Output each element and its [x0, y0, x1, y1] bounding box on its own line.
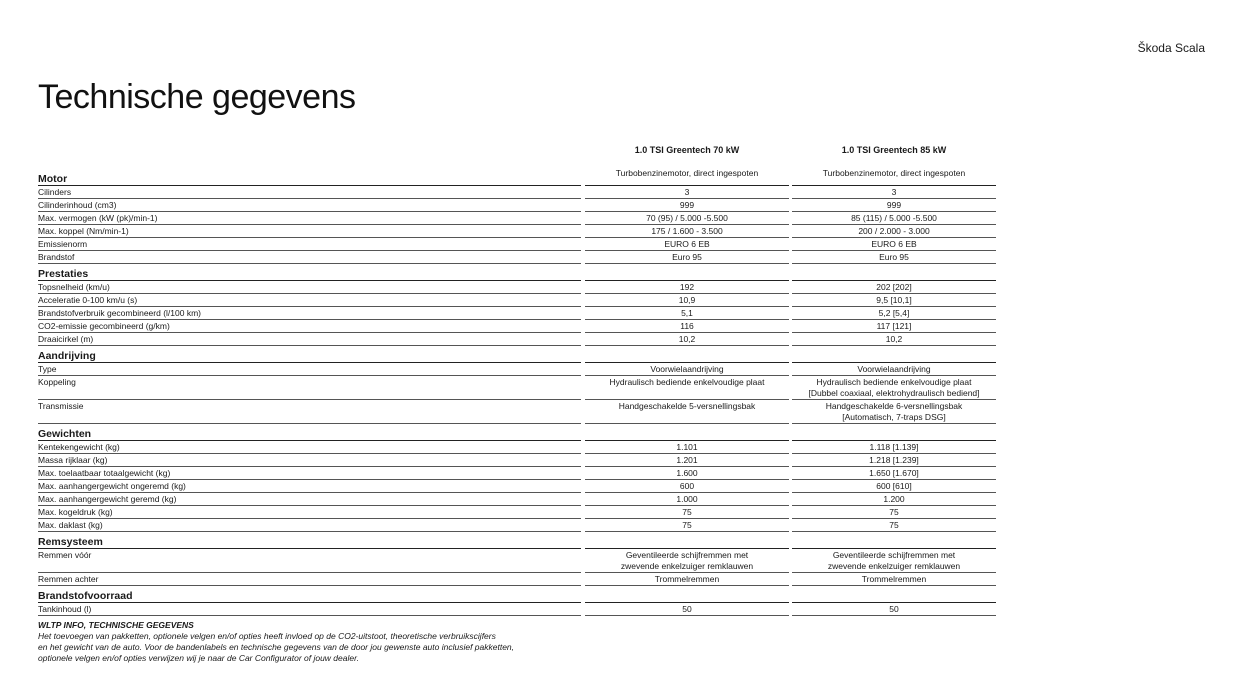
- spec-value: Trommelremmen: [792, 573, 996, 586]
- spec-label: Remmen achter: [38, 573, 581, 586]
- spec-row: [38, 294, 996, 307]
- spec-row: [38, 480, 996, 493]
- spec-label: Max. toelaatbaar totaalgewicht (kg): [38, 467, 581, 480]
- section-title: Prestaties: [38, 268, 581, 281]
- spec-label: CO2-emissie gecombineerd (g/km): [38, 320, 581, 333]
- spec-value: 5,2 [5,4]: [792, 307, 996, 320]
- spec-label: Emissienorm: [38, 238, 581, 251]
- spec-value: 50: [792, 603, 996, 616]
- spec-value: 75: [792, 506, 996, 519]
- spec-value: 600 [610]: [792, 480, 996, 493]
- spec-label: Max. aanhangergewicht geremd (kg): [38, 493, 581, 506]
- section-title: Motor: [38, 173, 581, 186]
- spec-value: 175 / 1.600 - 3.500: [585, 225, 789, 238]
- column-header-85kw: 1.0 TSI Greentech 85 kW: [841, 145, 947, 155]
- brand-label: Škoda Scala: [1137, 41, 1205, 55]
- spec-value: 1.650 [1.670]: [792, 467, 996, 480]
- spec-value: 1.600: [585, 467, 789, 480]
- section-title: Aandrijving: [38, 350, 581, 363]
- spec-row: [38, 225, 996, 238]
- spec-value: 3: [585, 186, 789, 199]
- section-header: [38, 427, 996, 441]
- spec-row: [38, 251, 996, 264]
- spec-row: [38, 454, 996, 467]
- footnote-line: en het gewicht van de auto. Voor de bandenlabels en technische gegevens van de door jou gewenste auto inclusief pakketten,: [38, 642, 515, 652]
- spec-value: 116: [585, 320, 789, 333]
- spec-label: Tankinhoud (l): [38, 603, 581, 616]
- spec-label: Max. koppel (Nm/min-1): [38, 225, 581, 238]
- spec-value: 10,2: [585, 333, 789, 346]
- spec-row: [38, 376, 996, 400]
- spec-value: EURO 6 EB: [585, 238, 789, 251]
- spec-value: 75: [585, 519, 789, 532]
- spec-value: 9,5 [10,1]: [792, 294, 996, 307]
- spec-row: [38, 493, 996, 506]
- section-header: [38, 349, 996, 363]
- spec-value: 1.118 [1.139]: [792, 441, 996, 454]
- spec-value: EURO 6 EB: [792, 238, 996, 251]
- spec-value: Handgeschakelde 5-versnellingsbak: [585, 400, 789, 424]
- spec-label: Topsnelheid (km/u): [38, 281, 581, 294]
- spec-label: Cilinderinhoud (cm3): [38, 199, 581, 212]
- spec-value: Voorwielaandrijving: [585, 363, 789, 376]
- spec-value: Geventileerde schijfremmen met zwevende enkelzuiger remklauwen: [585, 549, 789, 573]
- spec-row: [38, 320, 996, 333]
- spec-label: Draaicirkel (m): [38, 333, 581, 346]
- spec-row: [38, 238, 996, 251]
- spec-label: Remmen vóór: [38, 549, 581, 573]
- spec-value: 50: [585, 603, 789, 616]
- spec-value: 3: [792, 186, 996, 199]
- spec-row: [38, 467, 996, 480]
- spec-row: [38, 363, 996, 376]
- spec-value: Euro 95: [585, 251, 789, 264]
- spec-label: Koppeling: [38, 376, 581, 400]
- spec-label: Max. vermogen (kW (pk)/min-1): [38, 212, 581, 225]
- spec-label: Brandstofverbruik gecombineerd (l/100 km): [38, 307, 581, 320]
- footnote-line: optionele velgen en/of opties verwijzen wij je naar de Car Configurator of jouw dealer.: [38, 653, 359, 663]
- spec-label: Type: [38, 363, 581, 376]
- spec-label: Max. daklast (kg): [38, 519, 581, 532]
- spec-value: Trommelremmen: [585, 573, 789, 586]
- spec-value: 85 (115) / 5.000 -5.500: [792, 212, 996, 225]
- spec-value: Geventileerde schijfremmen met zwevende enkelzuiger remklauwen: [792, 549, 996, 573]
- spec-label: Cilinders: [38, 186, 581, 199]
- spec-row: [38, 441, 996, 454]
- spec-value: 202 [202]: [792, 281, 996, 294]
- spec-row: [38, 549, 996, 573]
- spec-row: [38, 519, 996, 532]
- section-title: Remsysteem: [38, 536, 581, 549]
- spec-value: 117 [121]: [792, 320, 996, 333]
- spec-label: Acceleratie 0-100 km/u (s): [38, 294, 581, 307]
- spec-row: [38, 307, 996, 320]
- spec-value: Hydraulisch bediende enkelvoudige plaat [Dubbel coaxiaal, elektrohydraulisch bediend]: [792, 376, 996, 400]
- spec-label: Transmissie: [38, 400, 581, 424]
- spec-label: Max. kogeldruk (kg): [38, 506, 581, 519]
- spec-value: Voorwielaandrijving: [792, 363, 996, 376]
- spec-label: Kentekengewicht (kg): [38, 441, 581, 454]
- spec-row: [38, 400, 996, 424]
- spec-value: 75: [792, 519, 996, 532]
- footnote-line: Het toevoegen van pakketten, optionele velgen en/of opties heeft invloed op de CO2-uitstoot, theoretische verbruikscijfers: [38, 631, 496, 641]
- section-header: [38, 267, 996, 281]
- spec-row: [38, 573, 996, 586]
- spec-value: 1.101: [585, 441, 789, 454]
- spec-row: [38, 333, 996, 346]
- column-engine-70kw: Turbobenzinemotor, direct ingespoten: [615, 168, 759, 178]
- spec-table: [38, 172, 996, 616]
- column-engine-85kw: Turbobenzinemotor, direct ingespoten: [822, 168, 966, 178]
- spec-value: Euro 95: [792, 251, 996, 264]
- spec-value: 75: [585, 506, 789, 519]
- spec-label: Massa rijklaar (kg): [38, 454, 581, 467]
- spec-value: 1.200: [792, 493, 996, 506]
- spec-row: [38, 199, 996, 212]
- section-title: Brandstofvoorraad: [38, 590, 581, 603]
- spec-row: [38, 186, 996, 199]
- spec-value: 10,2: [792, 333, 996, 346]
- spec-value: Hydraulisch bediende enkelvoudige plaat: [585, 376, 789, 400]
- section-header: [38, 172, 996, 186]
- spec-label: Brandstof: [38, 251, 581, 264]
- spec-value: 999: [585, 199, 789, 212]
- page-title: Technische gegevens: [38, 78, 356, 116]
- section-title: Gewichten: [38, 428, 581, 441]
- spec-row: [38, 603, 996, 616]
- spec-value: 200 / 2.000 - 3.000: [792, 225, 996, 238]
- section-header: [38, 535, 996, 549]
- spec-label: Max. aanhangergewicht ongeremd (kg): [38, 480, 581, 493]
- spec-value: 70 (95) / 5.000 -5.500: [585, 212, 789, 225]
- spec-value: 1.000: [585, 493, 789, 506]
- spec-value: 5,1: [585, 307, 789, 320]
- spec-value: Handgeschakelde 6-versnellingsbak [Automatisch, 7-traps DSG]: [792, 400, 996, 424]
- spec-row: [38, 281, 996, 294]
- section-header: [38, 589, 996, 603]
- spec-value: 192: [585, 281, 789, 294]
- spec-value: 1.201: [585, 454, 789, 467]
- spec-value: 10,9: [585, 294, 789, 307]
- spec-row: [38, 506, 996, 519]
- spec-row: [38, 212, 996, 225]
- spec-value: 999: [792, 199, 996, 212]
- spec-value: 1.218 [1.239]: [792, 454, 996, 467]
- spec-value: 600: [585, 480, 789, 493]
- footnote-title: WLTP INFO, TECHNISCHE GEGEVENS: [38, 620, 194, 630]
- footnote: [38, 620, 514, 664]
- column-header-70kw: 1.0 TSI Greentech 70 kW: [634, 145, 740, 155]
